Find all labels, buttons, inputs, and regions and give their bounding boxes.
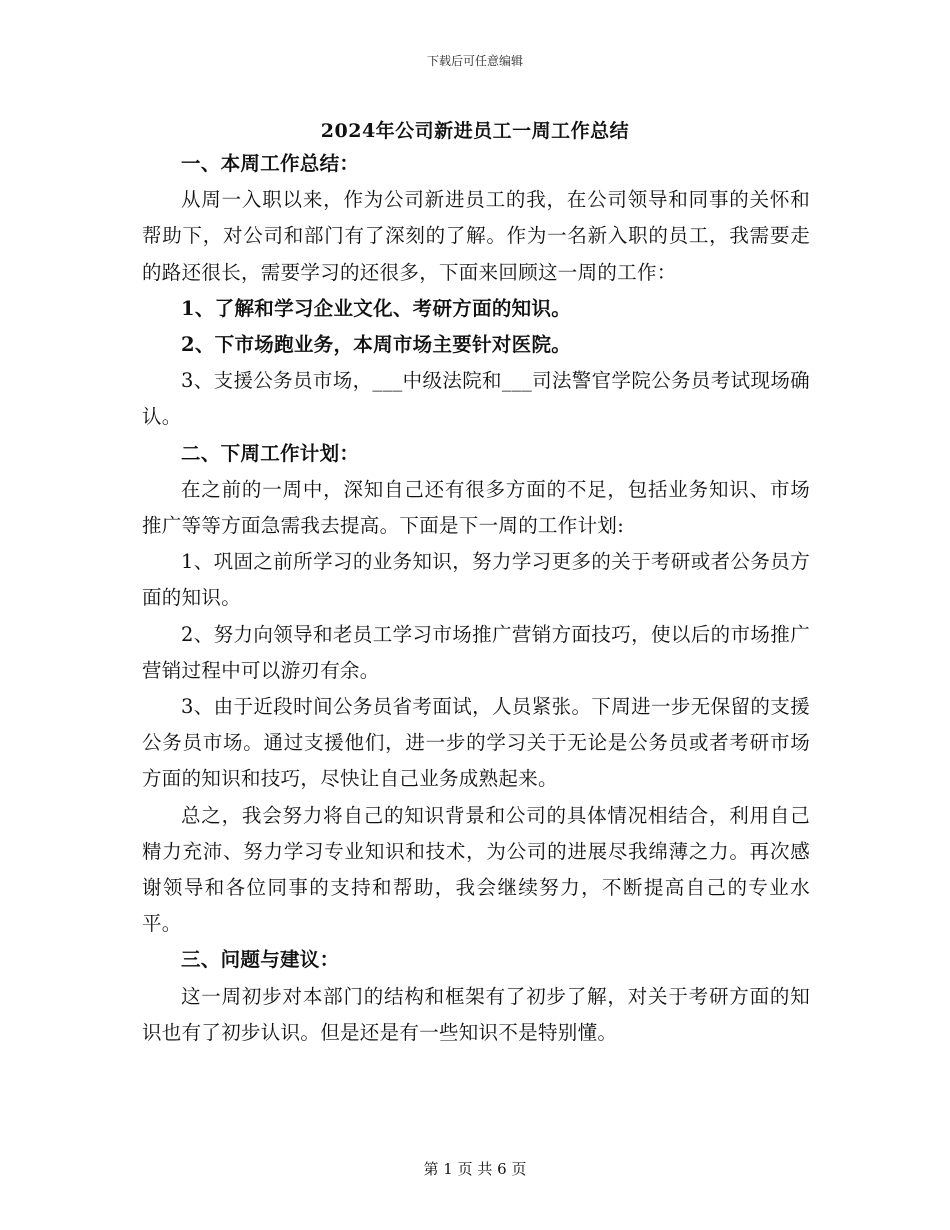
summary-item: 2、下市场跑业务，本周市场主要针对医院。: [181, 333, 572, 357]
page-header-note: 下载后可任意编辑: [426, 54, 523, 68]
page-number: 第 1 页 共 6 页: [423, 1160, 527, 1178]
paragraph: 在之前的一周中，深知自己还有很多方面的不足，包括业务知识、市场推广等等方面急需我去提高。下面是下一周的工作计划:: [142, 477, 810, 538]
section-heading: 一、本周工作总结：: [181, 152, 360, 175]
paragraph: 从周一入职以来，作为公司新进员工的我，在公司领导和同事的关怀和帮助下，对公司和部门有了深刻的了解。作为一名新入职的员工，我需要走的路还很长，需要学习的还很多，下面来回顾这一周的工作：: [142, 188, 810, 284]
plan-item: 2、努力向领导和老员工学习市场推广营销方面技巧，使以后的市场推广营销过程中可以游刃有余。: [142, 622, 810, 682]
plan-item: 1、巩固之前所学习的业务知识，努力学习更多的关于考研或者公务员方面的知识。: [142, 550, 810, 610]
section-heading: 三、问题与建议：: [181, 948, 340, 972]
section-heading: 二、下周工作计划：: [181, 441, 360, 465]
document-body: [142, 146, 810, 1051]
paragraph: 这一周初步对本部门的结构和框架有了初步了解，对关于考研方面的知识也有了初步认识。但是还是有一些知识不是特别懂。: [142, 984, 810, 1044]
document-title: 2024年公司新进员工一周工作总结: [320, 120, 630, 142]
summary-item: 1、了解和学习企业文化、考研方面的知识。: [181, 296, 572, 320]
summary-item: 3、支援公务员市场，___中级法院和___司法警官学院公务员考试现场确认。: [142, 369, 810, 429]
plan-item: 3、由于近段时间公务员省考面试，人员紧张。下周进一步无保留的支援公务员市场。通过支援他们，进一步的学习关于无论是公务员或者考研市场方面的知识和技巧，尽快让自己业务成熟起来。: [142, 695, 810, 791]
paragraph: 总之，我会努力将自己的知识背景和公司的具体情况相结合，利用自己精力充沛、努力学习专业知识和技术，为公司的进展尽我绵薄之力。再次感谢领导和各位同事的支持和帮助，我会继续努力，不断提高自己的专业水平。: [142, 803, 810, 936]
